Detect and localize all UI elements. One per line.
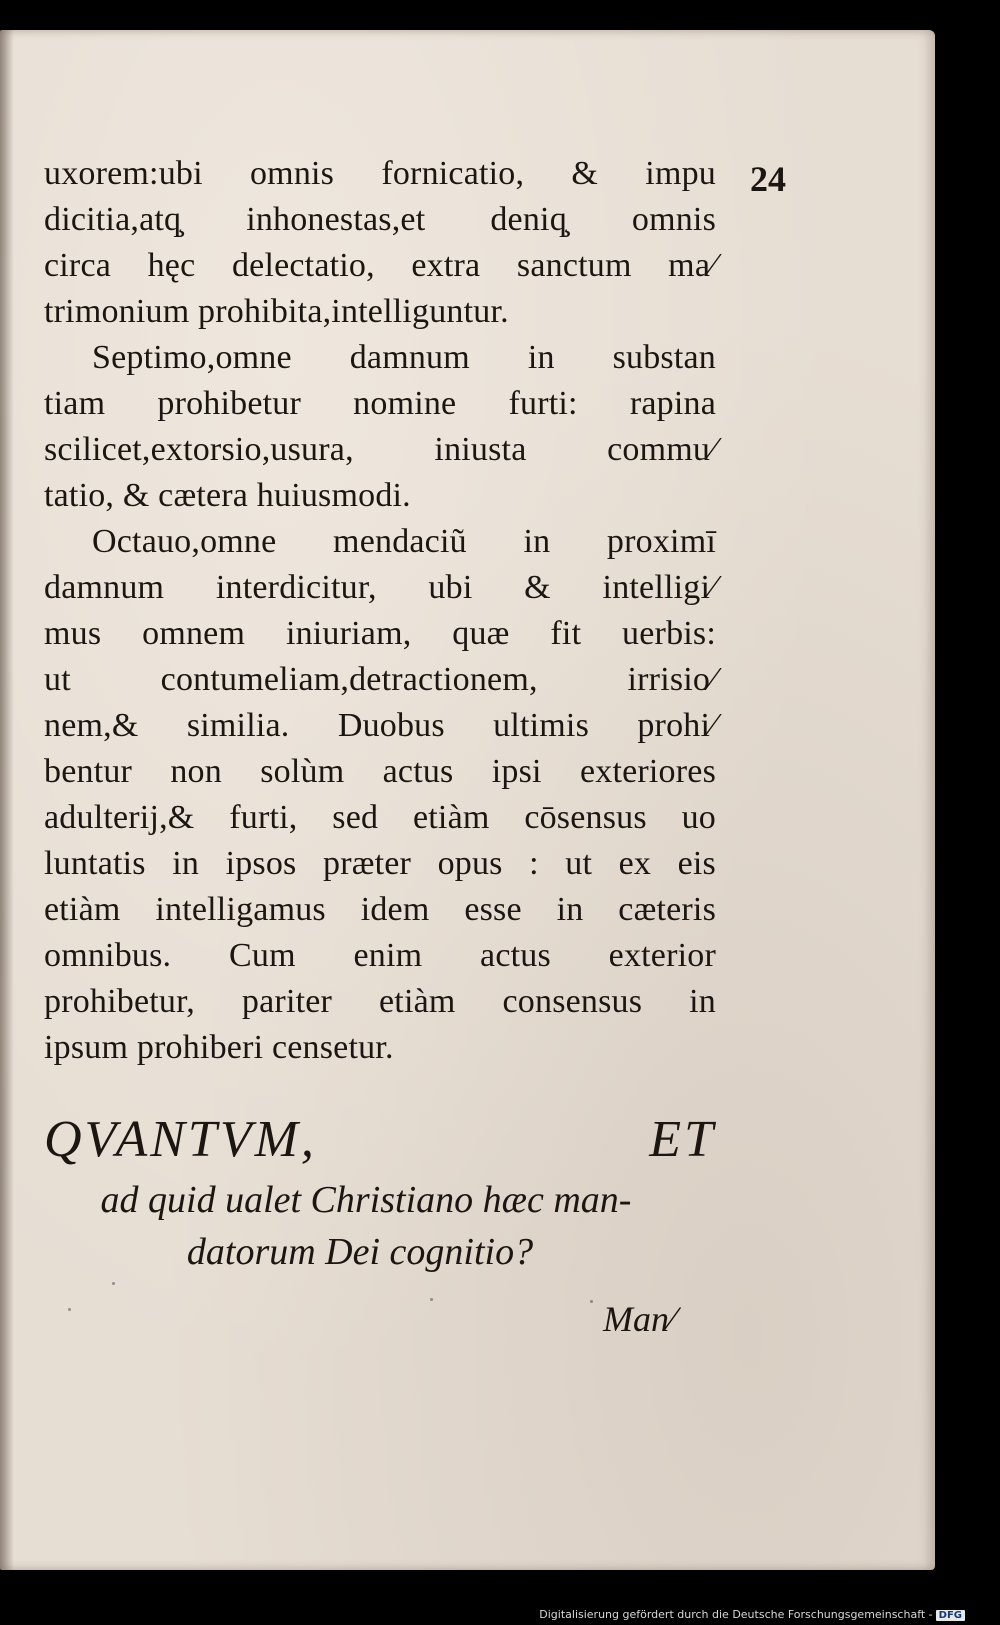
paper-speck: [590, 1300, 593, 1303]
section-heading-caps: QVANTVM, ET: [44, 1111, 716, 1168]
body-line-15: adulterij,& furti, sed etiàm cōsensus uo: [44, 799, 716, 836]
body-line-19: prohibetur, pariter etiàm consensus in: [44, 983, 716, 1020]
body-line-8: tatio, & cætera huiusmodi.: [44, 477, 411, 514]
section-heading-line-2: datorum Dei cognitio?: [186, 1231, 534, 1273]
body-line-16: luntatis in ipsos præter opus : ut ex eis: [44, 845, 716, 882]
section-heading-line-1: ad quid ualet Christiano hæc man-: [100, 1179, 632, 1221]
catchword: Man⁄: [603, 1299, 675, 1339]
body-line-20: ipsum prohiberi censetur.: [44, 1029, 394, 1066]
body-line-9: Octauo,omne mendaciũ in proximī: [92, 523, 716, 560]
digitization-credit: [539, 1608, 965, 1621]
page-gutter-shadow: [0, 30, 14, 1570]
book-page: [0, 30, 935, 1570]
body-line-18: omnibus. Cum enim actus exterior: [44, 937, 716, 974]
body-line-17: etiàm intelligamus idem esse in cæteris: [44, 891, 716, 928]
body-line-11: mus omnem iniuriam, quæ fit uerbis:: [44, 615, 716, 652]
body-line-12: ut contumeliam,detractionem, irrisio⁄: [44, 661, 716, 698]
body-line-5: Septimo,omne damnum in substan: [92, 339, 716, 376]
dfg-logo: DFG: [936, 1610, 965, 1621]
paper-speck: [112, 1282, 115, 1285]
body-line-1: uxorem:ubi omnis fornicatio, & impu: [44, 155, 716, 192]
body-line-10: damnum interdicitur, ubi & intelligi⁄: [44, 569, 716, 606]
body-line-13: nem,& similia. Duobus ultimis prohi⁄: [44, 707, 716, 744]
body-line-7: scilicet,extorsio,usura, iniusta commu⁄: [44, 431, 716, 468]
paper-speck: [430, 1298, 433, 1301]
body-line-2: dicitia,atq̧ inhonestas,et deniq̧ omnis: [44, 201, 716, 238]
credit-text: Digitalisierung gefördert durch die Deutsche Forschungsgemeinschaft -: [539, 1608, 933, 1621]
body-line-4: trimonium prohibita,intelliguntur.: [44, 293, 509, 330]
page-number: 24: [750, 159, 786, 199]
body-line-14: bentur non solùm actus ipsi exteriores: [44, 753, 716, 790]
body-line-6: tiam prohibetur nomine furti: rapina: [44, 385, 716, 422]
body-line-3: circa hęc delectatio, extra sanctum ma⁄: [44, 247, 716, 284]
paper-speck: [68, 1308, 71, 1311]
